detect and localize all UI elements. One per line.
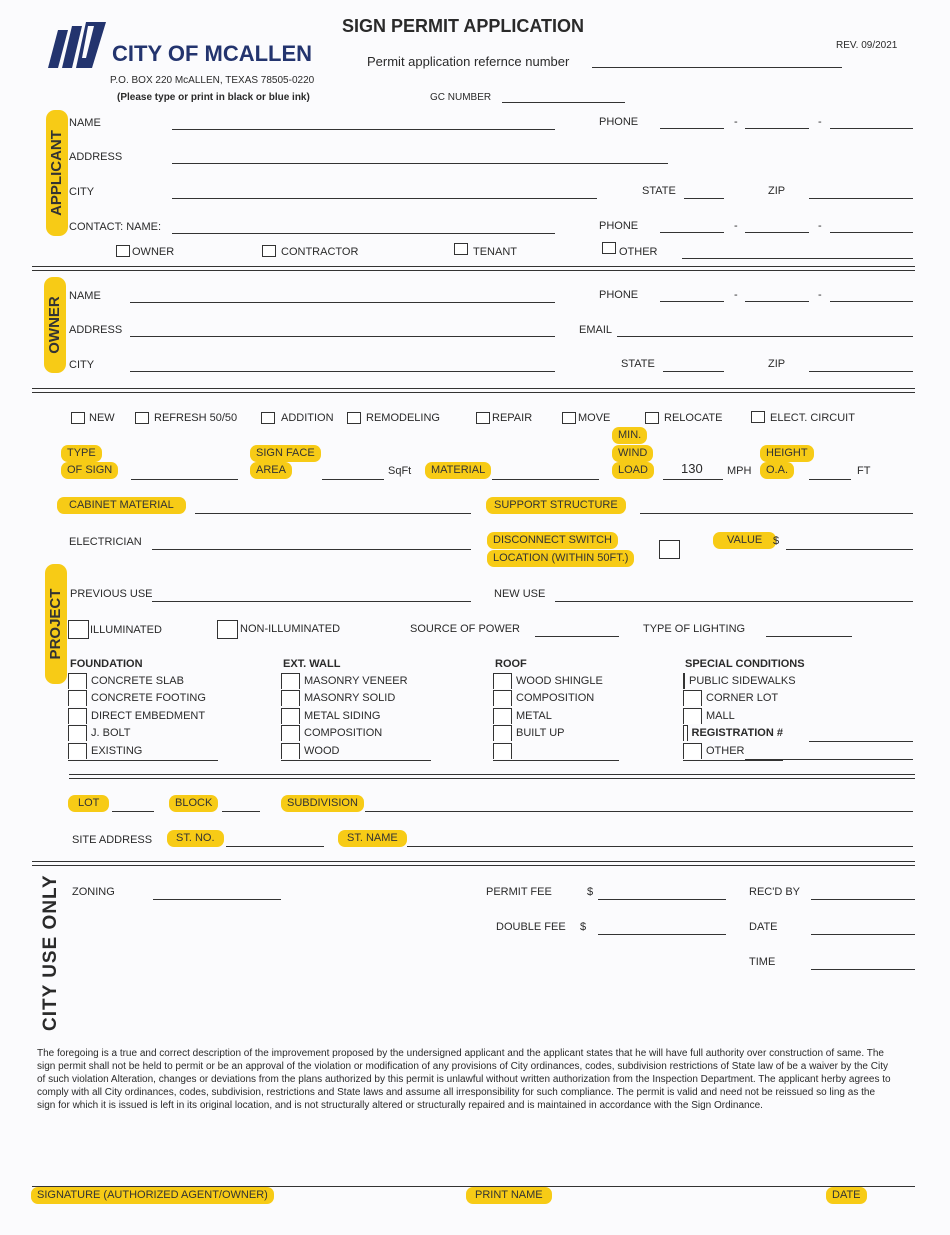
roof-checkbox[interactable] — [493, 690, 512, 706]
work-new-checkbox[interactable] — [71, 412, 85, 424]
applicant-phone-area[interactable] — [660, 128, 724, 129]
work-relocate-checkbox[interactable] — [645, 412, 659, 424]
roof-checkbox[interactable] — [493, 673, 512, 689]
special-checkbox[interactable] — [683, 743, 702, 759]
source-of-power-line[interactable] — [535, 636, 619, 637]
applicant-phone-number[interactable] — [830, 128, 913, 129]
owner-zip-line[interactable] — [809, 371, 913, 372]
role-other-checkbox[interactable] — [602, 242, 616, 254]
legal-statement: The foregoing is a true and correct description of the improvement proposed by the undersigned applicant and the applicant states that he will have full authority over construction of same. The sign permit shall not be held to permit or be an approval of the violation or modification of any provisions of City ordinances, codes, subdivision restrictions of State law of be a waiver by the City of such violation Alteration, changes or deviations from the plans authorized by this permit is unlawful without written authorization from the Inspection Department. The applicant herby agrees to comply with all City ordinances, codes, subdivision, restrictions and State laws and assume all irresponsibility for such compliance. The permit is valid and need not be reissued so ling as the sign for which it is issued is left in its original location, and is not structurally altered or structurally repaired and is maintained in accordance with the Sign Ordinance. — [37, 1048, 891, 1111]
owner-zip-label: ZIP — [768, 358, 786, 370]
ink-note: (Please type or print in black or blue ink) — [117, 92, 310, 103]
applicant-name-line[interactable] — [172, 129, 555, 130]
disconnect-label-1: DISCONNECT SWITCH — [487, 532, 618, 549]
block-label: BLOCK — [169, 795, 218, 812]
height-label-2: O.A. — [760, 462, 794, 479]
disconnect-label-2: LOCATION (WITHIN 50FT.) — [487, 550, 634, 567]
city-time-label: TIME — [749, 956, 776, 968]
owner-email-label: EMAIL — [579, 324, 613, 336]
owner-email-line[interactable] — [617, 336, 913, 337]
st-name-line[interactable] — [407, 846, 913, 847]
reference-label: Permit application refernce number — [367, 54, 570, 69]
owner-address-line[interactable] — [130, 336, 555, 337]
signature-label: SIGNATURE (AUTHORIZED AGENT/OWNER) — [31, 1187, 274, 1204]
foundation-checkbox[interactable] — [68, 708, 87, 724]
applicant-address-line[interactable] — [172, 163, 668, 164]
print-name-label: PRINT NAME — [466, 1187, 552, 1204]
roof-list — [493, 672, 619, 761]
role-contractor-checkbox[interactable] — [262, 245, 276, 257]
ext-wall-checkbox[interactable] — [281, 743, 300, 759]
ext-wall-checkbox[interactable] — [281, 690, 300, 706]
applicant-address-label: ADDRESS — [69, 151, 123, 163]
foundation-checkbox[interactable] — [68, 690, 87, 706]
illuminated-label: ILLUMINATED — [90, 624, 162, 636]
section-divider — [32, 861, 915, 866]
mph-unit: MPH — [727, 465, 752, 477]
new-use-label: NEW USE — [494, 588, 546, 600]
st-name-label: ST. NAME — [338, 830, 407, 847]
height-line[interactable] — [809, 479, 851, 480]
applicant-zip-line[interactable] — [809, 198, 913, 199]
form-title: SIGN PERMIT APPLICATION — [342, 16, 585, 36]
sqft-unit: SqFt — [388, 465, 412, 477]
roof-checkbox[interactable] — [493, 725, 512, 741]
double-fee-label: DOUBLE FEE — [496, 921, 566, 933]
work-repair-label: REPAIR — [492, 412, 533, 424]
foundation-list — [68, 672, 218, 761]
owner-phone-number[interactable] — [830, 301, 913, 302]
special-item: OTHER — [706, 744, 745, 757]
role-tenant-label: TENANT — [473, 246, 517, 258]
foundation-title: FOUNDATION — [70, 658, 143, 670]
material-line[interactable] — [492, 479, 599, 480]
type-of-sign-label-2: OF SIGN — [61, 462, 118, 479]
special-item: PUBLIC SIDEWALKS — [689, 674, 796, 687]
min-wind-label-2: WIND — [612, 445, 653, 462]
applicant-city-label: CITY — [69, 186, 95, 198]
roof-checkbox[interactable] — [493, 743, 512, 759]
zoning-line[interactable] — [153, 899, 281, 900]
ext-wall-item: WOOD — [304, 744, 340, 757]
ext-wall-item: COMPOSITION — [304, 727, 383, 740]
foundation-item: EXISTING — [91, 744, 143, 757]
type-of-sign-line[interactable] — [131, 479, 238, 480]
foundation-checkbox[interactable] — [68, 725, 87, 741]
work-refresh-checkbox[interactable] — [135, 412, 149, 424]
owner-phone-label: PHONE — [599, 289, 639, 301]
height-label-1: HEIGHT — [760, 445, 814, 462]
project-section-label: PROJECT — [45, 564, 67, 684]
registration-line[interactable] — [809, 741, 913, 742]
work-addition-checkbox[interactable] — [261, 412, 275, 424]
roof-item: COMPOSITION — [516, 692, 595, 705]
applicant-state-line[interactable] — [684, 198, 724, 199]
applicant-phone-label: PHONE — [599, 116, 639, 128]
city-time-line[interactable] — [811, 969, 915, 970]
sign-face-label-1: SIGN FACE — [250, 445, 321, 462]
section-divider — [69, 774, 915, 779]
ft-unit: FT — [857, 465, 871, 477]
contact-phone-area[interactable] — [660, 232, 724, 233]
special-checkbox[interactable] — [683, 690, 702, 706]
owner-name-line[interactable] — [130, 302, 555, 303]
previous-use-line[interactable] — [152, 601, 471, 602]
contact-phone-number[interactable] — [830, 232, 913, 233]
permit-fee-label: PERMIT FEE — [486, 886, 552, 898]
work-elect-checkbox[interactable] — [751, 411, 765, 423]
dash: - — [818, 289, 822, 301]
site-address-label: SITE ADDRESS — [72, 834, 153, 846]
ext-wall-checkbox[interactable] — [281, 673, 300, 689]
foundation-item: CONCRETE SLAB — [91, 674, 184, 687]
applicant-name-label: NAME — [69, 117, 101, 129]
foundation-item: CONCRETE FOOTING — [91, 692, 206, 705]
dash: - — [818, 220, 822, 232]
roof-item: WOOD SHINGLE — [516, 674, 603, 687]
gc-label: GC NUMBER — [430, 92, 492, 103]
special-item: CORNER LOT — [706, 692, 779, 705]
owner-phone-area[interactable] — [660, 301, 724, 302]
permit-fee-line[interactable] — [598, 899, 726, 900]
type-of-lighting-line[interactable] — [766, 636, 852, 637]
role-contractor-label: CONTRACTOR — [281, 246, 359, 258]
previous-use-label: PREVIOUS USE — [70, 588, 153, 600]
st-no-label: ST. NO. — [167, 830, 224, 847]
owner-city-line[interactable] — [130, 371, 555, 372]
support-structure-label: SUPPORT STRUCTURE — [486, 497, 626, 514]
work-remodeling-checkbox[interactable] — [347, 412, 361, 424]
city-logo — [48, 22, 108, 70]
material-label: MATERIAL — [425, 462, 491, 479]
ext-wall-title: EXT. WALL — [283, 658, 341, 670]
ext-wall-checkbox[interactable] — [281, 725, 300, 741]
type-of-sign-label-1: TYPE — [61, 445, 102, 462]
ext-wall-item: MASONRY VENEER — [304, 674, 408, 687]
value-label: VALUE — [713, 532, 776, 549]
city-name: CITY OF MCALLEN — [112, 41, 313, 66]
subdivision-label: SUBDIVISION — [281, 795, 364, 812]
lot-label: LOT — [68, 795, 109, 812]
illuminated-checkbox[interactable] — [68, 620, 89, 639]
special-list — [683, 672, 796, 761]
ext-wall-checkbox[interactable] — [281, 708, 300, 724]
subdivision-line[interactable] — [365, 811, 913, 812]
roof-item: METAL — [516, 709, 552, 722]
ext-wall-item: METAL SIDING — [304, 709, 381, 722]
applicant-state-label: STATE — [642, 185, 676, 197]
section-divider — [32, 388, 915, 393]
dash: - — [818, 116, 822, 128]
dash: - — [734, 289, 738, 301]
owner-phone-prefix[interactable] — [745, 301, 809, 302]
foundation-checkbox[interactable] — [68, 673, 87, 689]
min-wind-label-3: LOAD — [612, 462, 654, 479]
work-new-label: NEW — [89, 412, 115, 424]
non-illuminated-checkbox[interactable] — [217, 620, 238, 639]
disconnect-checkbox[interactable] — [659, 540, 680, 559]
value-line[interactable] — [786, 549, 913, 550]
ext-wall-list — [281, 672, 431, 761]
roof-title: ROOF — [495, 658, 527, 670]
section-divider — [32, 266, 915, 271]
owner-state-label: STATE — [621, 358, 655, 370]
contact-phone-label: PHONE — [599, 220, 639, 232]
roof-checkbox[interactable] — [493, 708, 512, 724]
special-item: MALL — [706, 709, 735, 722]
ext-wall-item: MASONRY SOLID — [304, 692, 396, 705]
owner-name-label: NAME — [69, 290, 101, 302]
wind-load-value: 130 — [681, 461, 703, 476]
foundation-item: J. BOLT — [91, 727, 131, 740]
non-illuminated-label: NON-ILLUMINATED — [240, 623, 341, 635]
special-checkbox[interactable] — [683, 708, 702, 724]
foundation-checkbox[interactable] — [68, 743, 87, 759]
role-tenant-checkbox[interactable] — [454, 243, 468, 255]
work-move-label: MOVE — [578, 412, 611, 424]
owner-address-label: ADDRESS — [69, 324, 123, 336]
city-address: P.O. BOX 220 McALLEN, TEXAS 78505-0220 — [110, 75, 315, 86]
city-date-line[interactable] — [811, 934, 915, 935]
role-owner-checkbox[interactable] — [116, 245, 130, 257]
permit-fee-dollar: $ — [587, 886, 594, 898]
electrician-label: ELECTRICIAN — [69, 536, 142, 548]
applicant-zip-label: ZIP — [768, 185, 786, 197]
work-refresh-label: REFRESH 50/50 — [154, 412, 238, 424]
new-use-line[interactable] — [555, 601, 913, 602]
city-date-label: DATE — [749, 921, 778, 933]
recd-by-label: REC'D BY — [749, 886, 800, 898]
work-repair-checkbox[interactable] — [476, 412, 490, 424]
applicant-city-line[interactable] — [172, 198, 597, 199]
city-use-section-label: CITY USE ONLY — [40, 874, 61, 1031]
block-line[interactable] — [222, 811, 260, 812]
foundation-item: DIRECT EMBEDMENT — [91, 709, 206, 722]
role-other-label: OTHER — [619, 246, 658, 258]
work-addition-label: ADDITION — [281, 412, 334, 424]
electrician-line[interactable] — [152, 549, 471, 550]
contact-name-line[interactable] — [172, 233, 555, 234]
special-item: REGISTRATION # — [691, 727, 783, 740]
contact-name-label: CONTACT: NAME: — [69, 221, 162, 233]
owner-city-label: CITY — [69, 359, 95, 371]
contact-phone-prefix[interactable] — [745, 232, 809, 233]
source-of-power-label: SOURCE OF POWER — [410, 623, 521, 635]
gc-line[interactable] — [502, 102, 625, 103]
value-dollar: $ — [773, 535, 780, 547]
work-move-checkbox[interactable] — [562, 412, 576, 424]
work-remodeling-label: REMODELING — [366, 412, 440, 424]
roof-item: BUILT UP — [516, 727, 565, 740]
signature-date-label: DATE — [826, 1187, 867, 1204]
role-other-line[interactable] — [682, 258, 913, 259]
owner-section-label: OWNER — [44, 277, 66, 373]
type-of-lighting-label: TYPE OF LIGHTING — [643, 623, 746, 635]
work-elect-label: ELECT. CIRCUIT — [770, 412, 855, 424]
role-owner-label: OWNER — [132, 246, 175, 258]
wind-load-line[interactable] — [663, 479, 723, 480]
lot-line[interactable] — [112, 811, 154, 812]
recd-by-line[interactable] — [811, 899, 915, 900]
double-fee-dollar: $ — [580, 921, 587, 933]
zoning-label: ZONING — [72, 886, 115, 898]
applicant-phone-prefix[interactable] — [745, 128, 809, 129]
sign-face-area-line[interactable] — [322, 479, 384, 480]
owner-state-line[interactable] — [663, 371, 724, 372]
other-condition-line[interactable] — [745, 759, 913, 760]
revision: REV. 09/2021 — [836, 40, 898, 51]
cabinet-material-line[interactable] — [195, 513, 471, 514]
min-wind-label-1: MIN. — [612, 427, 647, 444]
support-structure-line[interactable] — [640, 513, 913, 514]
special-title: SPECIAL CONDITIONS — [685, 658, 805, 670]
double-fee-line[interactable] — [598, 934, 726, 935]
applicant-section-label: APPLICANT — [46, 110, 68, 236]
sign-face-label-2: AREA — [250, 462, 292, 479]
reference-line[interactable] — [592, 67, 842, 68]
work-relocate-label: RELOCATE — [664, 412, 723, 424]
dash: - — [734, 116, 738, 128]
dash: - — [734, 220, 738, 232]
cabinet-material-label: CABINET MATERIAL — [57, 497, 186, 514]
st-no-line[interactable] — [226, 846, 324, 847]
